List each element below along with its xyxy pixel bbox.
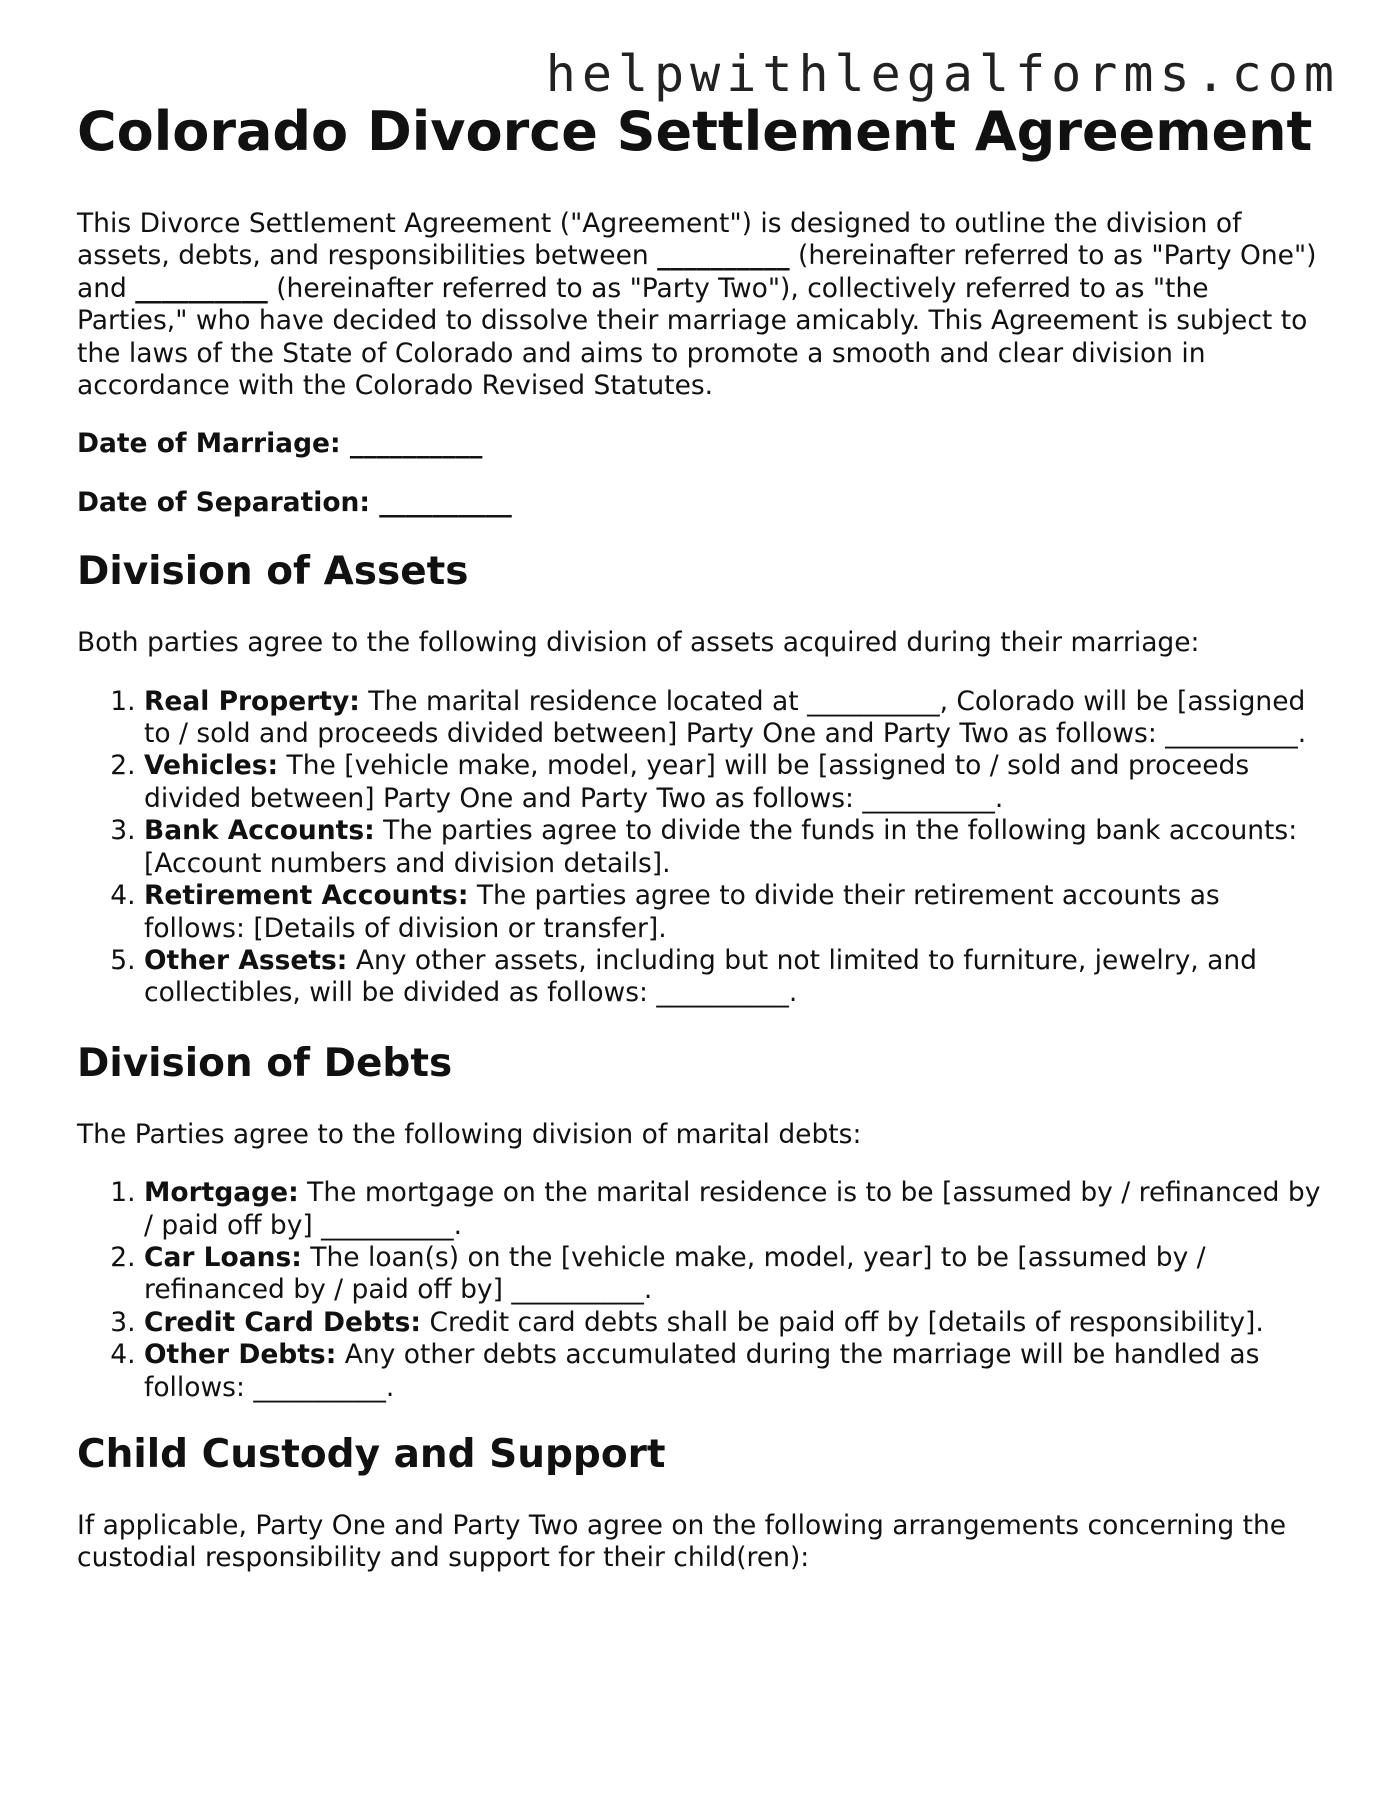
item-text: The mortgage on the marital residence is to be [assumed by / refinanced by / paid off by] __________.	[144, 1177, 1321, 1241]
assets-heading: Division of Assets	[77, 549, 469, 595]
date-of-marriage-blank: __________	[349, 428, 483, 460]
debts-heading: Division of Debts	[77, 1040, 453, 1086]
list-item	[144, 1339, 1327, 1404]
item-text: Any other debts accumulated during the marriage will be handled as follows: __________.	[144, 1339, 1260, 1403]
item-text: The loan(s) on the [vehicle make, model, year] to be [assumed by / refinanced by / paid off by] __________.	[144, 1241, 1206, 1306]
assets-list	[77, 686, 1327, 1010]
list-item	[144, 1307, 1327, 1339]
item-label: Retirement Accounts:	[144, 880, 469, 912]
list-item	[144, 945, 1327, 1010]
item-label: Vehicles:	[144, 750, 279, 782]
debts-lead: The Parties agree to the following division of marital debts:	[77, 1118, 862, 1150]
intro-paragraph	[77, 208, 1327, 402]
date-of-separation-line	[77, 487, 1327, 519]
item-label: Mortgage:	[144, 1177, 299, 1209]
custody-lead: If applicable, Party One and Party Two agree on the following arrangements concerning the custodial responsibility and support for their child(ren):	[77, 1509, 1287, 1574]
custody-heading: Child Custody and Support	[77, 1431, 666, 1477]
item-text: The [vehicle make, model, year] will be [assigned to / sold and proceeds divided between] Party One and Party Two as follows: __________.	[144, 750, 1250, 814]
assets-lead: Both parties agree to the following division of assets acquired during their marriage:	[77, 627, 1200, 659]
debts-list	[77, 1177, 1327, 1404]
list-item	[144, 686, 1327, 751]
item-label: Other Assets:	[144, 944, 348, 976]
list-item	[144, 750, 1327, 815]
item-text: The parties agree to divide their retirement accounts as follows: [Details of division or transfer].	[144, 880, 1220, 944]
date-of-marriage-label: Date of Marriage:	[77, 428, 341, 460]
list-item	[144, 815, 1327, 880]
date-of-marriage-line	[77, 428, 1327, 460]
list-item	[144, 880, 1327, 945]
item-text: The parties agree to divide the funds in the following bank accounts: [Account numbers and division details].	[144, 815, 1298, 879]
document-page	[77, 100, 1327, 1575]
date-of-separation-blank: __________	[379, 486, 512, 518]
party-one-blank: __________	[657, 240, 790, 272]
intro-text-3: (hereinafter referred to as "Party Two"), collectively referred to as "the Parties," who have decided to dissolve their marriage amicably. This Agreement is subject to the laws of the State of Colorado and aims to promote a smooth and clear division in accordance with the Colorado Revised Statutes.	[77, 272, 1308, 402]
item-text: The marital residence located at __________, Colorado will be [assigned to / sold and proceeds divided between] Party One and Party Two as follows: __________.	[144, 685, 1307, 750]
document-title: Colorado Divorce Settlement Agreement	[77, 100, 1313, 163]
party-two-blank: __________	[135, 272, 268, 304]
item-label: Credit Card Debts:	[144, 1306, 422, 1338]
item-label: Car Loans:	[144, 1241, 302, 1273]
intro-text-2: (hereinafter referred to as "Party One") and	[77, 240, 1317, 304]
watermark: helpwithlegalforms.com	[545, 45, 1340, 103]
date-of-separation-label: Date of Separation:	[77, 486, 370, 518]
item-label: Bank Accounts:	[144, 815, 375, 847]
item-label: Other Debts:	[144, 1339, 337, 1371]
item-text: Credit card debts shall be paid off by [details of responsibility].	[421, 1306, 1264, 1338]
intro-text-1: This Divorce Settlement Agreement ("Agreement") is designed to outline the division of assets, debts, and responsibilities between	[77, 208, 1242, 272]
list-item	[144, 1177, 1327, 1242]
item-label: Real Property:	[144, 685, 360, 717]
item-text: Any other assets, including but not limited to furniture, jewelry, and collectibles, will be divided as follows: __________.	[144, 944, 1257, 1009]
list-item	[144, 1242, 1327, 1307]
